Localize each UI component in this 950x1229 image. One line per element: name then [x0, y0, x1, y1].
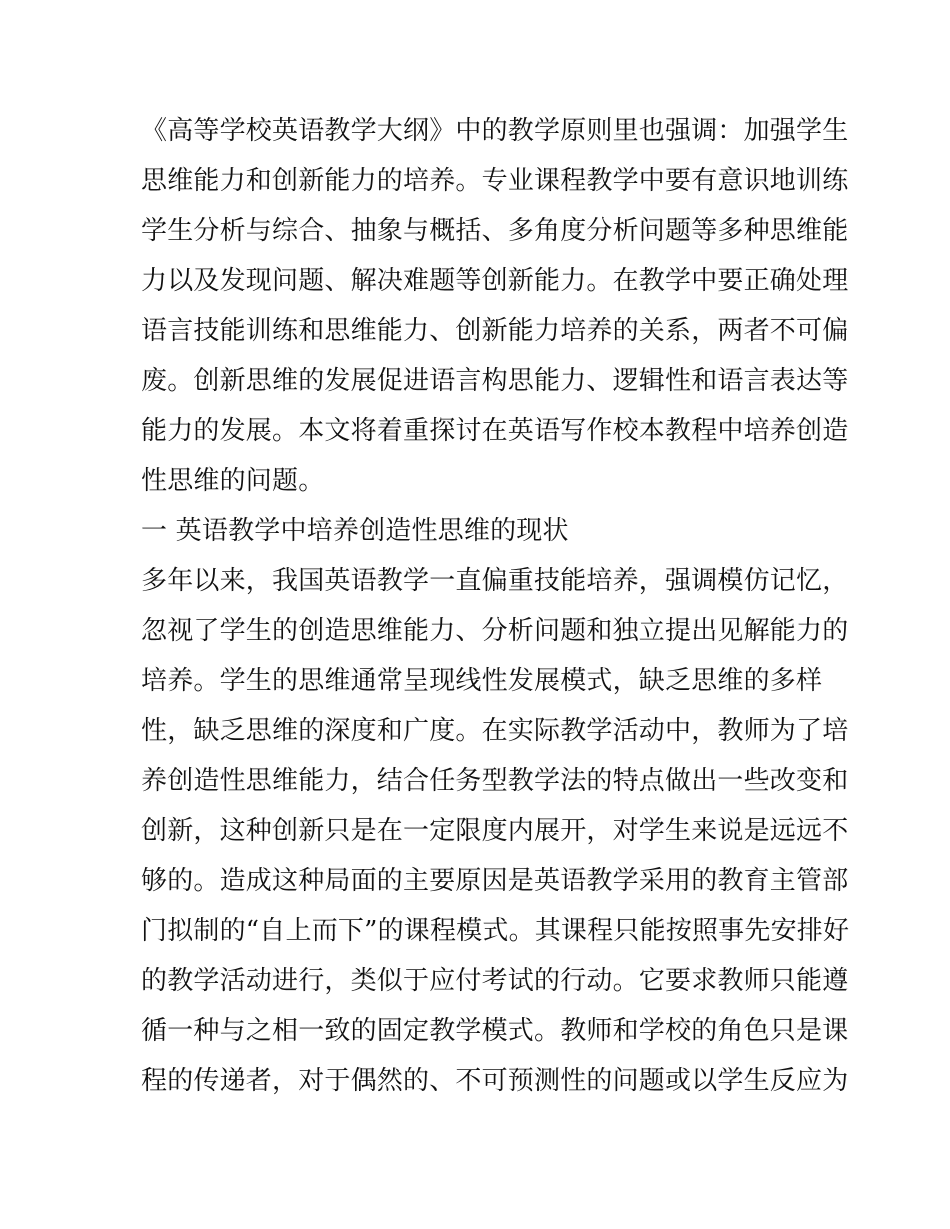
paragraph-line: 门拟制的“自上而下”的课程模式。其课程只能按照事先安排好 — [141, 916, 850, 946]
paragraph-line: 忽视了学生的创造思维能力、分析问题和独立提出见解能力的 — [141, 616, 849, 646]
paragraph-line: 力以及发现问题、解决难题等创新能力。在教学中要正确处理 — [141, 266, 849, 296]
paragraph-line: 废。创新思维的发展促进语言构思能力、逻辑性和语言表达等 — [141, 366, 849, 396]
paragraph-line: 多年以来，我国英语教学一直偏重技能培养，强调模仿记忆， — [141, 566, 849, 596]
paragraph-line: 够的。造成这种局面的主要原因是英语教学采用的教育主管部 — [141, 866, 849, 896]
paragraph-line: 培养。学生的思维通常呈现线性发展模式，缺乏思维的多样 — [141, 666, 823, 696]
paragraph-line: 语言技能训练和思维能力、创新能力培养的关系，两者不可偏 — [141, 316, 849, 346]
paragraph-line: 性，缺乏思维的深度和广度。在实际教学活动中，教师为了培 — [141, 716, 849, 746]
paragraph-line: 能力的发展。本文将着重探讨在英语写作校本教程中培养创造 — [141, 416, 849, 446]
paragraph-line: 的教学活动进行，类似于应付考试的行动。它要求教师只能遵 — [141, 966, 849, 996]
paragraph-line: 程的传递者，对于偶然的、不可预测性的问题或以学生反应为 — [141, 1066, 849, 1096]
paragraph-line: 学生分析与综合、抽象与概括、多角度分析问题等多种思维能 — [141, 216, 849, 246]
paragraph-line: 性思维的问题。 — [141, 466, 325, 496]
paragraph-line: 《高等学校英语教学大纲》中的教学原则里也强调：加强学生 — [141, 116, 849, 146]
paragraph-line: 创新，这种创新只是在一定限度内展开，对学生来说是远远不 — [141, 816, 849, 846]
section-heading: 一 英语教学中培养创造性思维的现状 — [141, 516, 569, 546]
paragraph-line: 养创造性思维能力，结合任务型教学法的特点做出一些改变和 — [141, 766, 849, 796]
paragraph-line: 思维能力和创新能力的培养。专业课程教学中要有意识地训练 — [141, 166, 849, 196]
paragraph-line: 循一种与之相一致的固定教学模式。教师和学校的角色只是课 — [141, 1016, 849, 1046]
